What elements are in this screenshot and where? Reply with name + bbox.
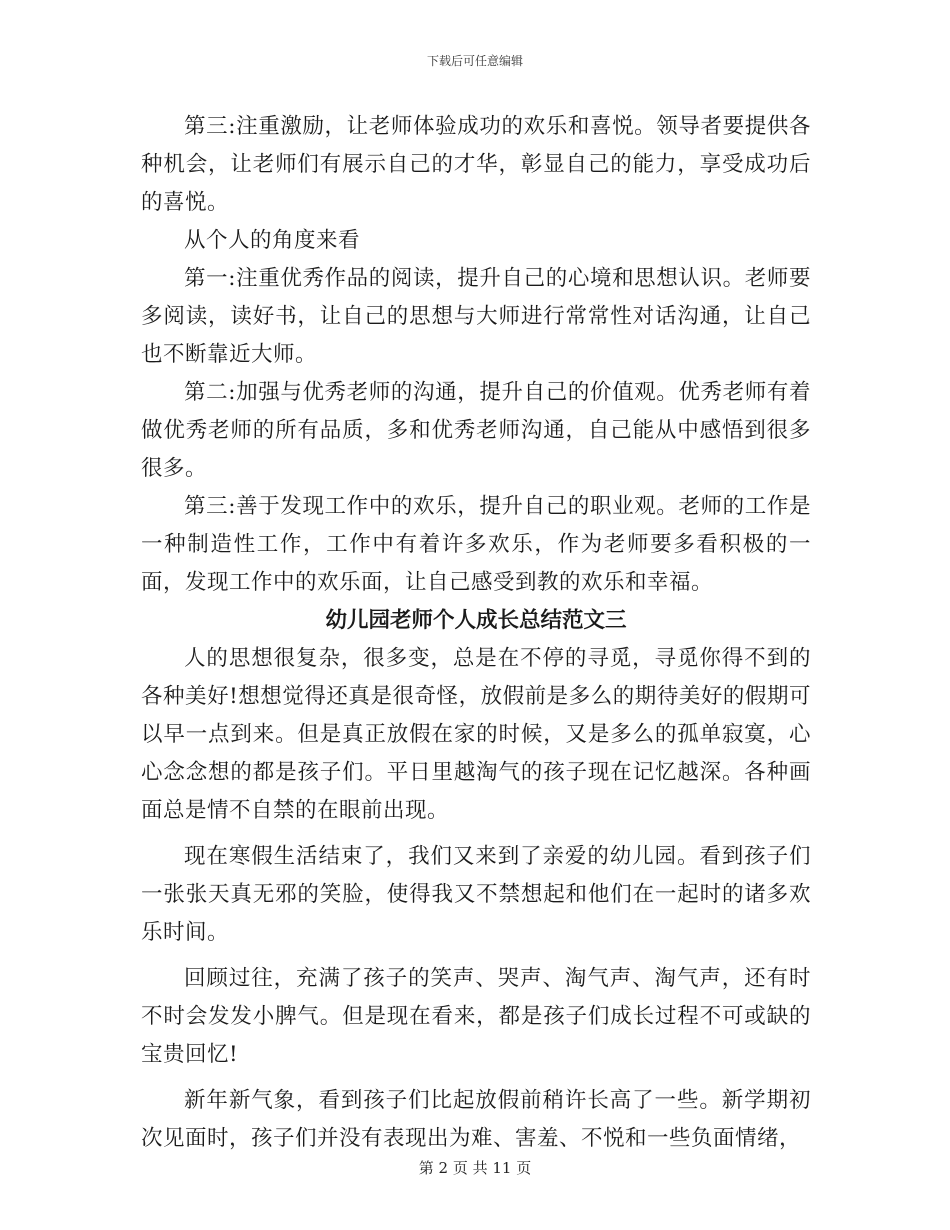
page-header: 下载后可任意编辑 [426,54,523,68]
paragraph-reading: 第一:注重优秀作品的阅读，提升自己的心境和思想认识。老师要多阅读，读好书，让自己的思想与大师进行常常性对话沟通，让自己也不断靠近大师。 [141,266,811,367]
section-heading: 幼儿园老师个人成长总结范文三 [325,608,627,633]
paragraph-thoughts: 人的思想很复杂，很多变，总是在不停的寻觅，寻觅你得不到的各种美好!想想觉得还真是很奇怪，放假前是多么的期待美好的假期可以早一点到来。但是真正放假在家的时候，又是多么的孤单寂寞，心心念念想的都是孩子们。平日里越淘气的孩子现在记忆越深。各种画面总是情不自禁的在眼前出现。 [141,646,811,823]
paragraph-communication: 第二:加强与优秀老师的沟通，提升自己的价值观。优秀老师有着做优秀老师的所有品质，多和优秀老师沟通，自己能从中感悟到很多很多。 [141,380,811,481]
paragraph-joy-at-work: 第三:善于发现工作中的欢乐，提升自己的职业观。老师的工作是一种制造性工作，工作中有着许多欢乐，作为老师要多看积极的一面，发现工作中的欢乐面，让自己感受到教的欢乐和幸福。 [141,494,811,595]
paragraph-looking-back: 回顾过往，充满了孩子的笑声、哭声、淘气声、淘气声，还有时不时会发发小脾气。但是现在看来，都是孩子们成长过程不可或缺的宝贵回忆! [141,966,811,1067]
paragraph-personal-perspective: 从个人的角度来看 [184,228,361,253]
page-footer: 第 2 页 共 11 页 [418,1159,532,1177]
paragraph-new-year: 新年新气象，看到孩子们比起放假前稍许长高了一些。新学期初次见面时，孩子们并没有表现出为难、害羞、不悦和一些负面情绪， [141,1088,811,1151]
paragraph-winter-break: 现在寒假生活结束了，我们又来到了亲爱的幼儿园。看到孩子们一张张天真无邪的笑脸，使得我又不禁想起和他们在一起时的诸多欢乐时间。 [141,844,811,945]
paragraph-encourage-teachers: 第三:注重激励，让老师体验成功的欢乐和喜悦。领导者要提供各种机会，让老师们有展示自己的才华，彰显自己的能力，享受成功后的喜悦。 [141,114,811,215]
document-body [141,108,811,1158]
